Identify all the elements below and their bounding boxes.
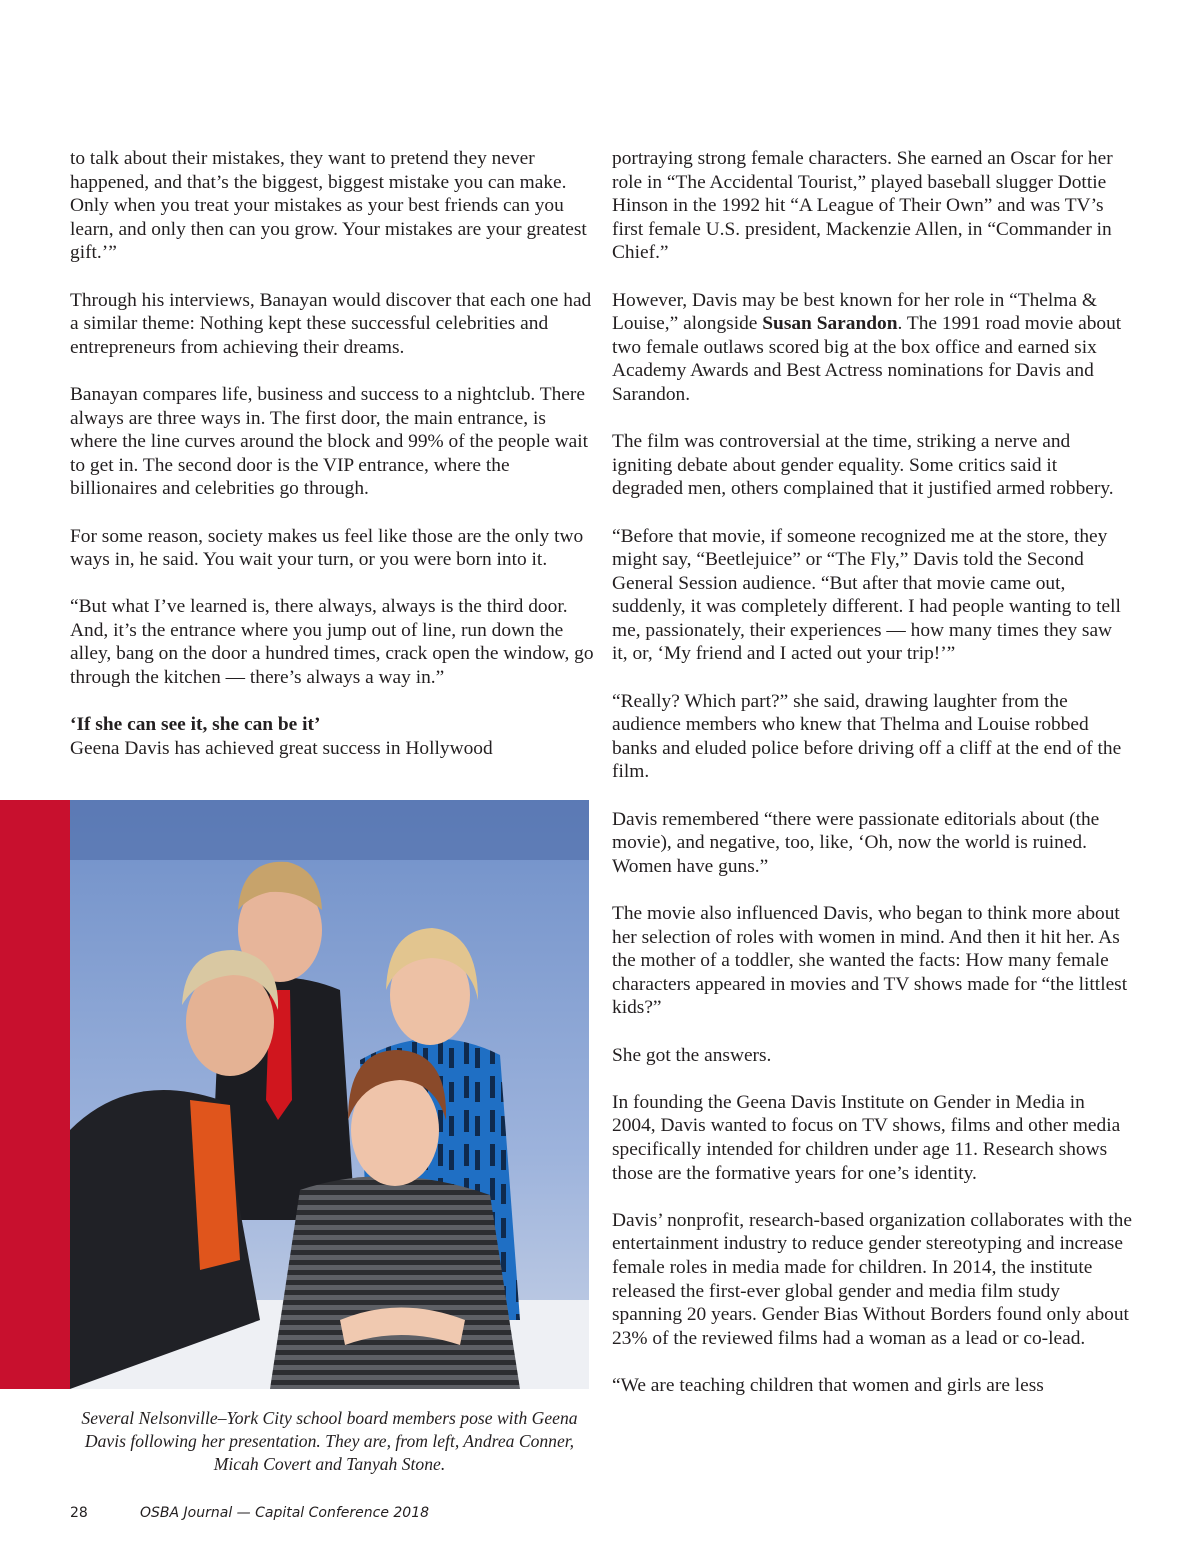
- text-run: . The 1991 road movie about two female outlaws scored big at the box office and earned six Academy Awards and Best Actress nominations for Davis and Sarandon.: [612, 313, 1122, 405]
- section-subhead: ‘If she can see it, she can be it’: [70, 714, 321, 736]
- paragraph: Davis’ nonprofit, research-based organization collaborates with the entertainment industry to reduce gender stereotyping and increase female roles in media made for children. In 2014, the institute released the first-ever global gender and media film study spanning 20 years. Gender Bias Without Borders found only about 23% of the reviewed films had a woman as a lead or co-lead.: [612, 1209, 1132, 1349]
- paragraph: For some reason, society makes us feel like those are the only two ways in, he said. You wait your turn, or you were born into it.: [70, 525, 584, 571]
- group-photo: [70, 800, 589, 1389]
- page-footer: [70, 1505, 429, 1521]
- paragraph: Banayan compares life, business and success to a nightclub. There always are three ways in. The first door, the main entrance, is where the line curves around the block and 99% of the people wait to get in. The second door is the VIP entrance, where the billionaires and celebrities go through.: [70, 383, 588, 500]
- left-column: [70, 147, 595, 784]
- right-column: [612, 147, 1132, 1421]
- paragraph: portraying strong female characters. She earned an Oscar for her role in “The Accidental Tourist,” played baseball slugger Dottie Hinson in the 1992 hit “A League of Their Own” and was TV’s first female U.S. president, Mackenzie Allen, in “Commander in Chief.”: [612, 148, 1113, 264]
- paragraph: Through his interviews, Banayan would discover that each one had a similar theme: Nothing kept these successful celebrities and entrepreneurs from achieving their dreams.: [70, 289, 592, 358]
- page-number: 28: [70, 1505, 88, 1521]
- paragraph: Geena Davis has achieved great success in Hollywood: [70, 737, 493, 759]
- paragraph: She got the answers.: [612, 1044, 772, 1066]
- paragraph: The film was controversial at the time, striking a nerve and igniting debate about gender equality. Some critics said it degraded men, others complained that it justified armed robbery.: [612, 431, 1114, 500]
- bold-name: Susan Sarandon: [762, 313, 898, 335]
- paragraph: “We are teaching children that women and girls are less: [612, 1374, 1044, 1396]
- paragraph: The movie also influenced Davis, who began to think more about her selection of roles with women in mind. And then it hit her. As the mother of a toddler, she wanted the facts: How many female characters appeared in movies and TV shows made for “the littlest kids?”: [612, 903, 1128, 1019]
- paragraph: “Really? Which part?” she said, drawing laughter from the audience members who knew that Thelma and Louise robbed banks and eluded police before driving off a cliff at the end of the film.: [612, 690, 1122, 783]
- photo-caption: Several Nelsonville–York City school board members pose with Geena Davis following her presentation. They are, from left, Andrea Conner, Micah Covert and Tanyah Stone.: [81, 1408, 578, 1474]
- accent-bar: [0, 800, 70, 1389]
- paragraph: “Before that movie, if someone recognized me at the store, they might say, “Beetlejuice” or “The Fly,” Davis told the Second General Session audience. “But after that movie came out, suddenly, it was completely different. I had people wanting to tell me, passionately, their experiences — how many times they saw it, or, ‘My friend and I acted out your trip!’”: [612, 525, 1121, 665]
- paragraph: to talk about their mistakes, they want to pretend they never happened, and that’s the biggest, biggest mistake you can make. Only when you treat your mistakes as your best friends can you learn, and only then can you grow. Your mistakes are your greatest gift.’”: [70, 148, 587, 264]
- paragraph: In founding the Geena Davis Institute on Gender in Media in 2004, Davis wanted to focus on TV shows, films and other media specifically intended for children under age 11. Research shows those are the formative years for one’s identity.: [612, 1091, 1121, 1184]
- journal-title: OSBA Journal — Capital Conference 2018: [140, 1505, 430, 1521]
- text-run: However, Davis may be best known for her role in “Thelma & Louise,” alongside: [612, 289, 1097, 335]
- paragraph: Davis remembered “there were passionate editorials about (the movie), and negative, too, like, ‘Oh, now the world is ruined. Women have guns.”: [612, 808, 1100, 877]
- paragraph: [612, 289, 1132, 407]
- paragraph: “But what I’ve learned is, there always, always is the third door. And, it’s the entrance where you jump out of line, run down the alley, bang on the door a hundred times, crack open the window, go through the kitchen — there’s always a way in.”: [70, 596, 594, 689]
- photo-illustration: [70, 800, 589, 1389]
